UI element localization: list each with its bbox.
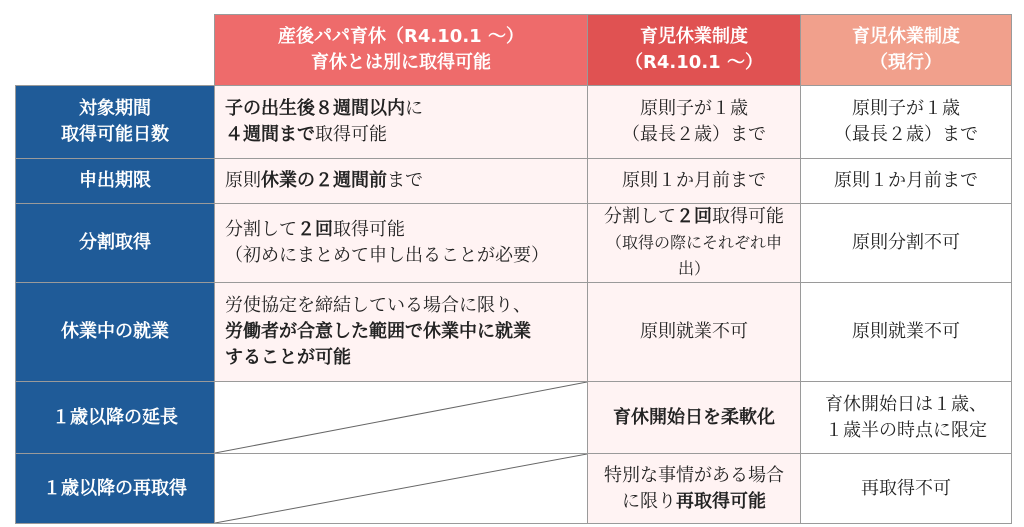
period-paternity-tail2: 取得可能 xyxy=(315,124,387,145)
table-row-deadline xyxy=(16,159,1012,204)
retake-new-line2 xyxy=(598,489,790,515)
cell-work-new: 原則就業不可 xyxy=(588,283,801,382)
split-paternity-line2: （初めにまとめて申し出ることが必要） xyxy=(225,245,549,266)
split-new-pre: 分割して xyxy=(604,206,676,227)
row-header-split: 分割取得 xyxy=(16,204,215,283)
row-header-deadline: 申出期限 xyxy=(16,159,215,204)
cell-deadline-current: 原則１か月前まで xyxy=(801,159,1012,204)
split-new-line2: （取得の際にそれぞれ申出） xyxy=(605,233,782,278)
cell-period-new xyxy=(588,86,801,159)
period-paternity-tail1: に xyxy=(405,98,423,119)
period-new-line2: （最長２歳）まで xyxy=(622,124,766,145)
cell-split-paternity xyxy=(215,204,588,283)
header-childcare-new-line2: （R4.10.1 〜） xyxy=(625,52,763,73)
cell-deadline-new: 原則１か月前まで xyxy=(588,159,801,204)
cell-work-paternity xyxy=(215,283,588,382)
header-childcare-new-line1: 育児休業制度 xyxy=(640,26,748,47)
cell-extend-paternity-na xyxy=(215,382,588,454)
work-paternity-line1: 労使協定を締結している場合に限り、 xyxy=(225,295,531,316)
cell-period-current xyxy=(801,86,1012,159)
row-header-period-line2: 取得可能日数 xyxy=(61,124,169,145)
cell-period-paternity xyxy=(215,86,588,159)
cell-deadline-paternity xyxy=(215,159,588,204)
retake-new-pre: に限り xyxy=(622,490,676,512)
split-paternity-line1 xyxy=(225,217,577,243)
cell-extend-current xyxy=(801,382,1012,454)
header-childcare-new xyxy=(588,15,801,86)
period-current-line1: 原則子が１歳 xyxy=(852,98,960,119)
cell-work-current: 原則就業不可 xyxy=(801,283,1012,382)
period-paternity-bold2: ４週間まで xyxy=(225,124,315,145)
work-paternity-line2: 労働者が合意した範囲で休業中に就業 xyxy=(225,321,531,342)
split-paternity-post: 取得可能 xyxy=(333,219,405,240)
row-header-retake: １歳以降の再取得 xyxy=(16,454,215,524)
corner-cell xyxy=(16,15,215,86)
deadline-pre: 原則 xyxy=(225,170,261,191)
diagonal-slash xyxy=(215,382,587,453)
diagonal-slash xyxy=(215,454,587,523)
row-header-work: 休業中の就業 xyxy=(16,283,215,382)
table-row-retake xyxy=(16,454,1012,524)
split-new-post: 取得可能 xyxy=(712,206,784,227)
header-paternity-leave xyxy=(215,15,588,86)
work-paternity-line3: することが可能 xyxy=(225,347,351,368)
header-row xyxy=(16,15,1012,86)
header-childcare-current-line1: 育児休業制度 xyxy=(852,26,960,47)
header-childcare-current xyxy=(801,15,1012,86)
table-row-work xyxy=(16,283,1012,382)
split-paternity-pre: 分割して xyxy=(225,219,297,240)
table-row-split xyxy=(16,204,1012,283)
row-header-period xyxy=(16,86,215,159)
extend-current-line1: 育休開始日は１歳、 xyxy=(825,393,987,415)
period-current-line2: （最長２歳）まで xyxy=(834,124,978,145)
extend-new-bold: 育休開始日を柔軟化 xyxy=(613,406,775,428)
header-paternity-line2: 育休とは別に取得可能 xyxy=(311,52,491,73)
retake-new-line1: 特別な事情がある場合 xyxy=(604,464,784,486)
split-new-line1 xyxy=(598,204,790,230)
comparison-table xyxy=(15,14,1012,524)
table-row-extend xyxy=(16,382,1012,454)
header-childcare-current-line2: （現行） xyxy=(870,52,942,73)
deadline-post: まで xyxy=(387,170,423,191)
cell-split-new xyxy=(588,204,801,283)
cell-retake-new xyxy=(588,454,801,524)
split-new-bold: ２回 xyxy=(676,206,712,227)
period-paternity-bold1: 子の出生後８週間以内 xyxy=(225,98,405,119)
period-new-line1: 原則子が１歳 xyxy=(640,98,748,119)
cell-retake-current: 再取得不可 xyxy=(801,454,1012,524)
extend-current-line2: １歳半の時点に限定 xyxy=(825,419,987,441)
row-header-extend: １歳以降の延長 xyxy=(16,382,215,454)
cell-retake-paternity-na xyxy=(215,454,588,524)
cell-extend-new xyxy=(588,382,801,454)
period-paternity-line1 xyxy=(225,96,577,122)
period-paternity-line2 xyxy=(225,122,577,148)
cell-split-current: 原則分割不可 xyxy=(801,204,1012,283)
deadline-bold: 休業の２週間前 xyxy=(261,170,387,191)
row-header-period-line1: 対象期間 xyxy=(79,98,151,119)
split-paternity-bold: ２回 xyxy=(297,219,333,240)
table-row-period xyxy=(16,86,1012,159)
retake-new-bold: 再取得可能 xyxy=(676,490,766,512)
header-paternity-line1: 産後パパ育休（R4.10.1 〜） xyxy=(278,26,524,47)
